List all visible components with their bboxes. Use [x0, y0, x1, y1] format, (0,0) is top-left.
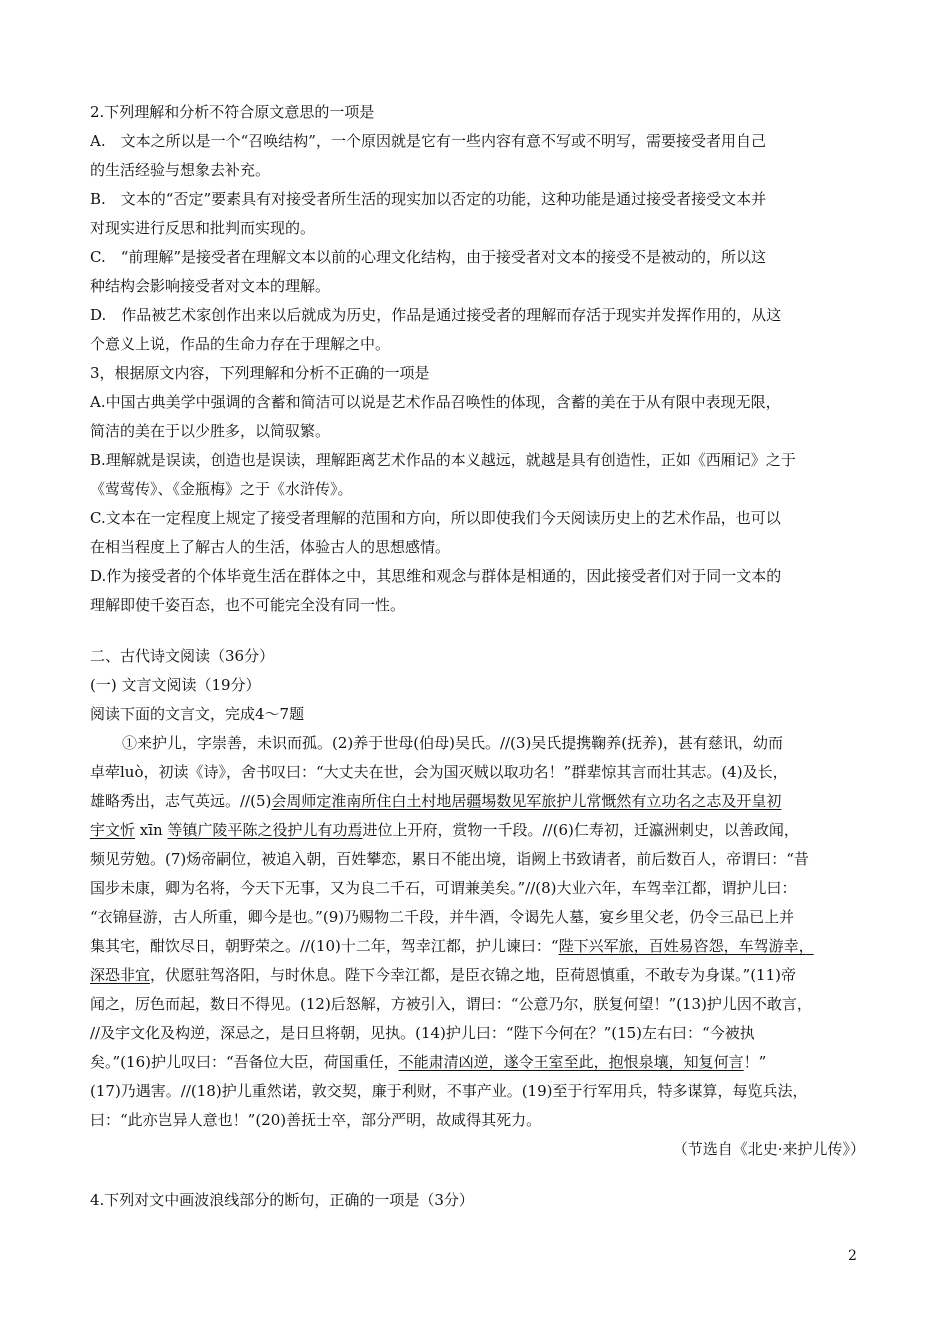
pinyin-annotation: xīn — [135, 821, 168, 839]
section-spacer — [90, 620, 865, 642]
passage-line-3 — [90, 787, 865, 816]
passage-line-4 — [90, 816, 865, 845]
option-3a-line2: 简洁的美在于以少胜多，以简驭繁。 — [90, 422, 331, 440]
option-3c-line1: C.文本在一定程度上规定了接受者理解的范围和方向，所以即使我们今天阅读历史上的艺术作品，也可以 — [90, 509, 781, 527]
passage-line-8 — [90, 932, 865, 961]
wavy-underlined-text: 宇文忻 — [90, 821, 136, 839]
option-2b-line2: 对现实进行反思和批判而实现的。 — [90, 219, 316, 237]
underlined-text: 不能肃清凶逆，遂令王室至此，抱恨泉壤，知复何言 — [398, 1053, 744, 1071]
option-2c-line2: 种结构会影响接受者对文本的理解。 — [90, 277, 331, 295]
passage-text: 进位上开府，赏物一千段。//(6)仁寿初，迁瀛洲刺史，以善政闻， — [362, 821, 799, 839]
option-3b-line1: B.理解就是误读，创造也是误读，理解距离艺术作品的本义越远，就越是具有创造性，正如《西厢记》之于 — [90, 451, 796, 469]
option-3d-line1: D.作为接受者的个体毕竟生活在群体之中，其思维和观念与群体是相通的，因此接受者们对于同一文本的 — [90, 567, 782, 585]
passage-text: 集其宅，酣饮尽日，朝野荣之。//(10)十二年，驾幸江都，护儿谏曰：“ — [90, 937, 559, 955]
option-2d-line2: 个意义上说，作品的生命力存在于理解之中。 — [90, 335, 391, 353]
subsection-title: (一) 文言文阅读（19分） — [90, 676, 261, 694]
option-3d-line2: 理解即使千姿百态，也不可能完全没有同一性。 — [90, 596, 406, 614]
passage-line-7: “衣锦昼游，古人所重，卿今是也。”(9)乃赐物二千段，并牛酒，令谒先人墓，宴乡里父老，仍令三品已上并 — [90, 908, 795, 926]
wavy-underlined-text: 会周师定淮南所住白土村地居疆埸数见军旅护儿常慨然有立功名之志及开皇初 — [271, 792, 782, 810]
section-spacer — [90, 1164, 865, 1186]
passage-line-1: ①来护儿，字崇善，未识而孤。(2)养于世母(伯母)吴氏。//(3)吴氏提携鞠养(抚养)，甚有慈讯，幼而 — [122, 734, 784, 752]
passage-line-12 — [90, 1048, 865, 1077]
passage-line-2: 卓荦luò，初读《诗》，舍书叹曰：“大丈夫在世，会为国灭贼以取功名！”群辈惊其言而壮其志。(4)及长， — [90, 763, 788, 781]
passage-line-11: //及宇文化及构逆，深忌之，是日旦将朝，见执。(14)护儿曰：“陛下今何在？”(15)左右曰：“今被执 — [90, 1024, 755, 1042]
option-2d-line1: D. 作品被艺术家创作出来以后就成为历史，作品是通过接受者的理解而存活于现实并发挥作用的，从这 — [90, 306, 782, 324]
question-3-stem: 3，根据原文内容，下列理解和分析不正确的一项是 — [90, 364, 430, 382]
passage-text: ！” — [743, 1053, 767, 1071]
passage-line-5: 频见劳勉。(7)炀帝嗣位，被追入朝，百姓攀恋，累日不能出境，诣阙上书致请者，前后数百人，帝谓曰：“昔 — [90, 850, 809, 868]
passage-line-6: 国步未康，卿为名将，今天下无事，又为良二千石，可谓兼美矣。”//(8)大业六年，车驾幸江都，谓护儿曰： — [90, 879, 797, 897]
passage-text: 矣。”(16)护儿叹曰：“吾备位大臣，荷国重任， — [90, 1053, 399, 1071]
document-page — [90, 98, 865, 1215]
underlined-text: 深恐非宜 — [90, 966, 151, 984]
passage-text: 雄略秀出，志气英远。//(5) — [90, 792, 272, 810]
option-2b-line1: B. 文本的“否定”要素具有对接受者所生活的现实加以否定的功能，这种功能是通过接受者接受文本并 — [90, 190, 767, 208]
passage-text: ，伏愿驻驾洛阳，与时休息。陛下今幸江都，是臣衣锦之地，臣荷恩慎重，不敢专为身谋。”(11)帝 — [150, 966, 796, 984]
underlined-text: 陛下兴军旅，百姓易咨怨，车驾游幸， — [558, 937, 814, 955]
option-2c-line1: C. “前理解”是接受者在理解文本以前的心理文化结构，由于接受者对文本的接受不是被动的，所以这 — [90, 248, 767, 266]
passage-source: （节选自《北史·来护儿传》） — [672, 1140, 865, 1158]
question-4-stem: 4.下列对文中画波浪线部分的断句，正确的一项是（3分） — [90, 1191, 474, 1209]
passage-line-9 — [90, 961, 865, 990]
passage-line-14: 曰：“此亦岂异人意也！”(20)善抚士卒，部分严明，故咸得其死力。 — [90, 1111, 542, 1129]
passage-line-13: (17)乃遇害。//(18)护儿重然诺，敦交契，廉于利财，不事产业。(19)至于行军用兵，特多谋算，每览兵法， — [90, 1082, 808, 1100]
page-number: 2 — [848, 1248, 857, 1264]
option-3a-line1: A.中国古典美学中强调的含蓄和简洁可以说是艺术作品召唤性的体现，含蓄的美在于从有限中表现无限， — [90, 393, 781, 411]
reading-instruction: 阅读下面的文言文，完成4～7题 — [90, 705, 305, 723]
wavy-underlined-text: 等镇广陵平陈之役护儿有功焉 — [167, 821, 363, 839]
question-2-stem: 2.下列理解和分析不符合原文意思的一项是 — [90, 103, 375, 121]
passage-line-10: 闻之，厉色而起，数日不得见。(12)后怒解，方被引入，谓曰：“公意乃尔，朕复何望！”(13)护儿因不敢言， — [90, 995, 812, 1013]
option-3c-line2: 在相当程度上了解古人的生活，体验古人的思想感情。 — [90, 538, 451, 556]
option-2a-line1: A. 文本之所以是一个“召唤结构”，一个原因就是它有一些内容有意不写或不明写，需要接受者用自己 — [90, 132, 766, 150]
option-2a-line2: 的生活经验与想象去补充。 — [90, 161, 271, 179]
option-3b-line2: 《莺莺传》、《金瓶梅》之于《水浒传》。 — [90, 480, 353, 498]
section-title: 二、古代诗文阅读（36分） — [90, 647, 275, 665]
